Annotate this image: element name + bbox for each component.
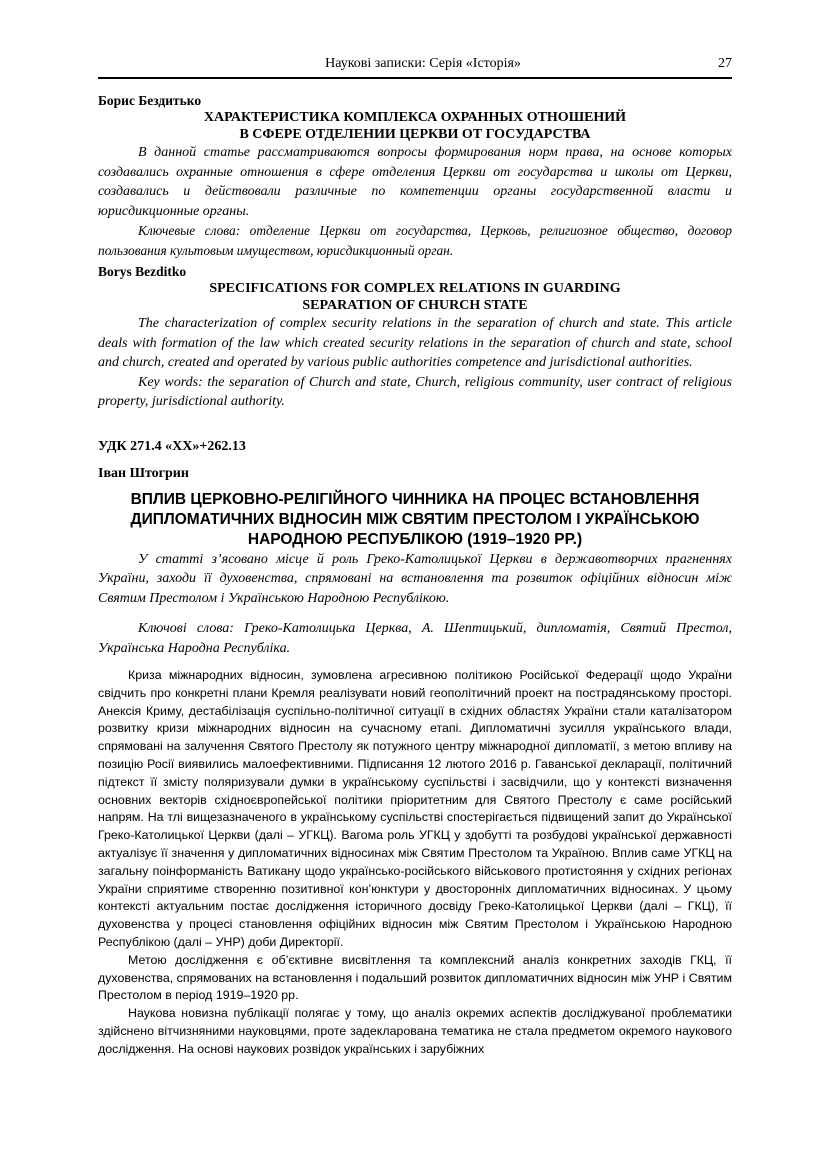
en-title-line2: SEPARATION OF CHURCH STATE (302, 298, 528, 313)
article-title-line2: ДИПЛОМАТИЧНИХ ВІДНОСИН МІЖ СВЯТИМ ПРЕСТОЛОМ І УКРАЇНСЬКОЮ (130, 510, 700, 528)
article-title-line1: ВПЛИВ ЦЕРКОВНО-РЕЛІГІЙНОГО ЧИННИКА НА ПРОЦЕС ВСТАНОВЛЕННЯ (130, 490, 700, 508)
ru-title-line2: В СФЕРЕ ОТДЕЛЕНИИ ЦЕРКВИ ОТ ГОСУДАРСТВА (239, 127, 591, 142)
ru-author: Борис Бездитько (98, 93, 202, 108)
journal-page (98, 56, 732, 1059)
ru-keywords: Ключевые слова: отделение Церкви от государства, Церковь, религиозное общество, договор пользования культовым имуществом, юрисдикционный орган. (98, 223, 732, 258)
ru-title-line1: ХАРАКТЕРИСТИКА КОМПЛЕКСА ОХРАННЫХ ОТНОШЕНИЙ (203, 110, 627, 125)
en-title-line1: SPECIFICATIONS FOR COMPLEX RELATIONS IN GUARDING (209, 281, 621, 296)
article-abstract: У статті з’ясовано місце й роль Греко-Католицької Церкви в державотворчих прагненнях України, заходи її духовенства, спрямовані на встановлення та розвиток офіційних відносин між Святим Престолом і Українською Народною Республікою. (98, 551, 732, 606)
running-header (98, 56, 732, 79)
journal-title: Наукові записки: Серія «Історія» (325, 56, 521, 71)
en-summary (98, 264, 732, 412)
body-paragraph: Метою дослідження є об’єктивне висвітлення та комплексний аналіз конкретних заходів ГКЦ, її духовенства, спрямованих на встановлення і подальший розвиток дипломатичних відносин між УНР і Святим Престолом в період 1919–1920 рр. (98, 952, 732, 1003)
body-paragraph: Наукова новизна публікації полягає у тому, що аналіз окремих аспектів досліджуваної проблематики здійснено вітчизняними науковцями, проте задекларована тематика не стала предметом окремого наукового дослідження. На основі наукових розвідок українських і зарубіжних (98, 1006, 732, 1056)
article-title (98, 490, 732, 550)
udc-code: УДК 271.4 «ХХ»+262.13 (98, 438, 246, 454)
en-keywords: Key words: the separation of Church and state, Church, religious community, user contract of religious property, jurisdictional authority. (98, 374, 732, 409)
article-keywords: Ключові слова: Греко-Католицька Церква, А. Шептицький, дипломатія, Святий Престол, Українська Народна Республіка. (98, 621, 732, 656)
en-abstract: The characterization of complex security relations in the separation of church and state. This article deals with formation of the law which created security relations in the separation of church and state, school and church, created and operated by various public authorities competence and jurisdictional authorities. (98, 316, 732, 370)
en-author: Borys Bezditko (98, 264, 187, 279)
article-title-line3: НАРОДНОЮ РЕСПУБЛІКОЮ (1919–1920 РР.) (247, 530, 583, 548)
article-author: Іван Штогрин (98, 465, 189, 481)
ru-summary (98, 93, 732, 260)
body-paragraph: Криза міжнародних відносин, зумовлена агресивною політикою Російської Федерації щодо України свідчить про конкретні плани Кремля реалізувати новий геополітичний проект на пострадянському просторі. Анексія Криму, дестабілізація суспільно-політичної ситуації в східних областях України стали каталізатором розвитку кризи міжнародних відносин на сучасному етапі. Дипломатичні зусилля українського влади, спрямовані на залучення Святого Престолу як потужного центру міжнародної дипломатії, з метою впливу на позицію Росії виявились малоефективними. Підписання 12 лютого 2016 р. Гаванської декларації, політичний підтекст її змісту поляризували думки в українському суспільстві і засвідчили, що у контексті визначення основних векторів східноєвропейської політики пріоритетним для Святого Престолу є саме російський напрям. На тлі вищезазначеного в українському суспільстві спостерігається підвищений запит до Української Греко-Католицької Церкви (далі – УГКЦ). Вагома роль УГКЦ у здобутті та розбудові української державності актуалізує її значення у дипломатичних відносинах між Святим Престолом та Україною. Вплив саме УГКЦ на загальну поінформаність Ватикану щодо українсько-російського військового протистояння у східних регіонах України сприятиме створенню позитивної кон’юнктури у двосторонніх дипломатичних відносинах. У цьому контексті актуальним постає дослідження історичного досвіду Греко-Католицької Церкви (далі – ГКЦ), її духовенства у процесі становлення офіційних відносин між Святим Престолом і Українською Народною Республікою (далі – УНР) доби Директорії. (98, 668, 732, 949)
ru-abstract: В данной статье рассматриваются вопросы формирования норм права, на основе которых создавались охранные отношения в сфере отделения Церкви от государства и школы от Церкви, создавались и действовали различные по компетенции органы государственной власти и юрисдикционные органы. (98, 145, 732, 219)
article-body (98, 667, 732, 1059)
page-number: 27 (718, 56, 732, 71)
